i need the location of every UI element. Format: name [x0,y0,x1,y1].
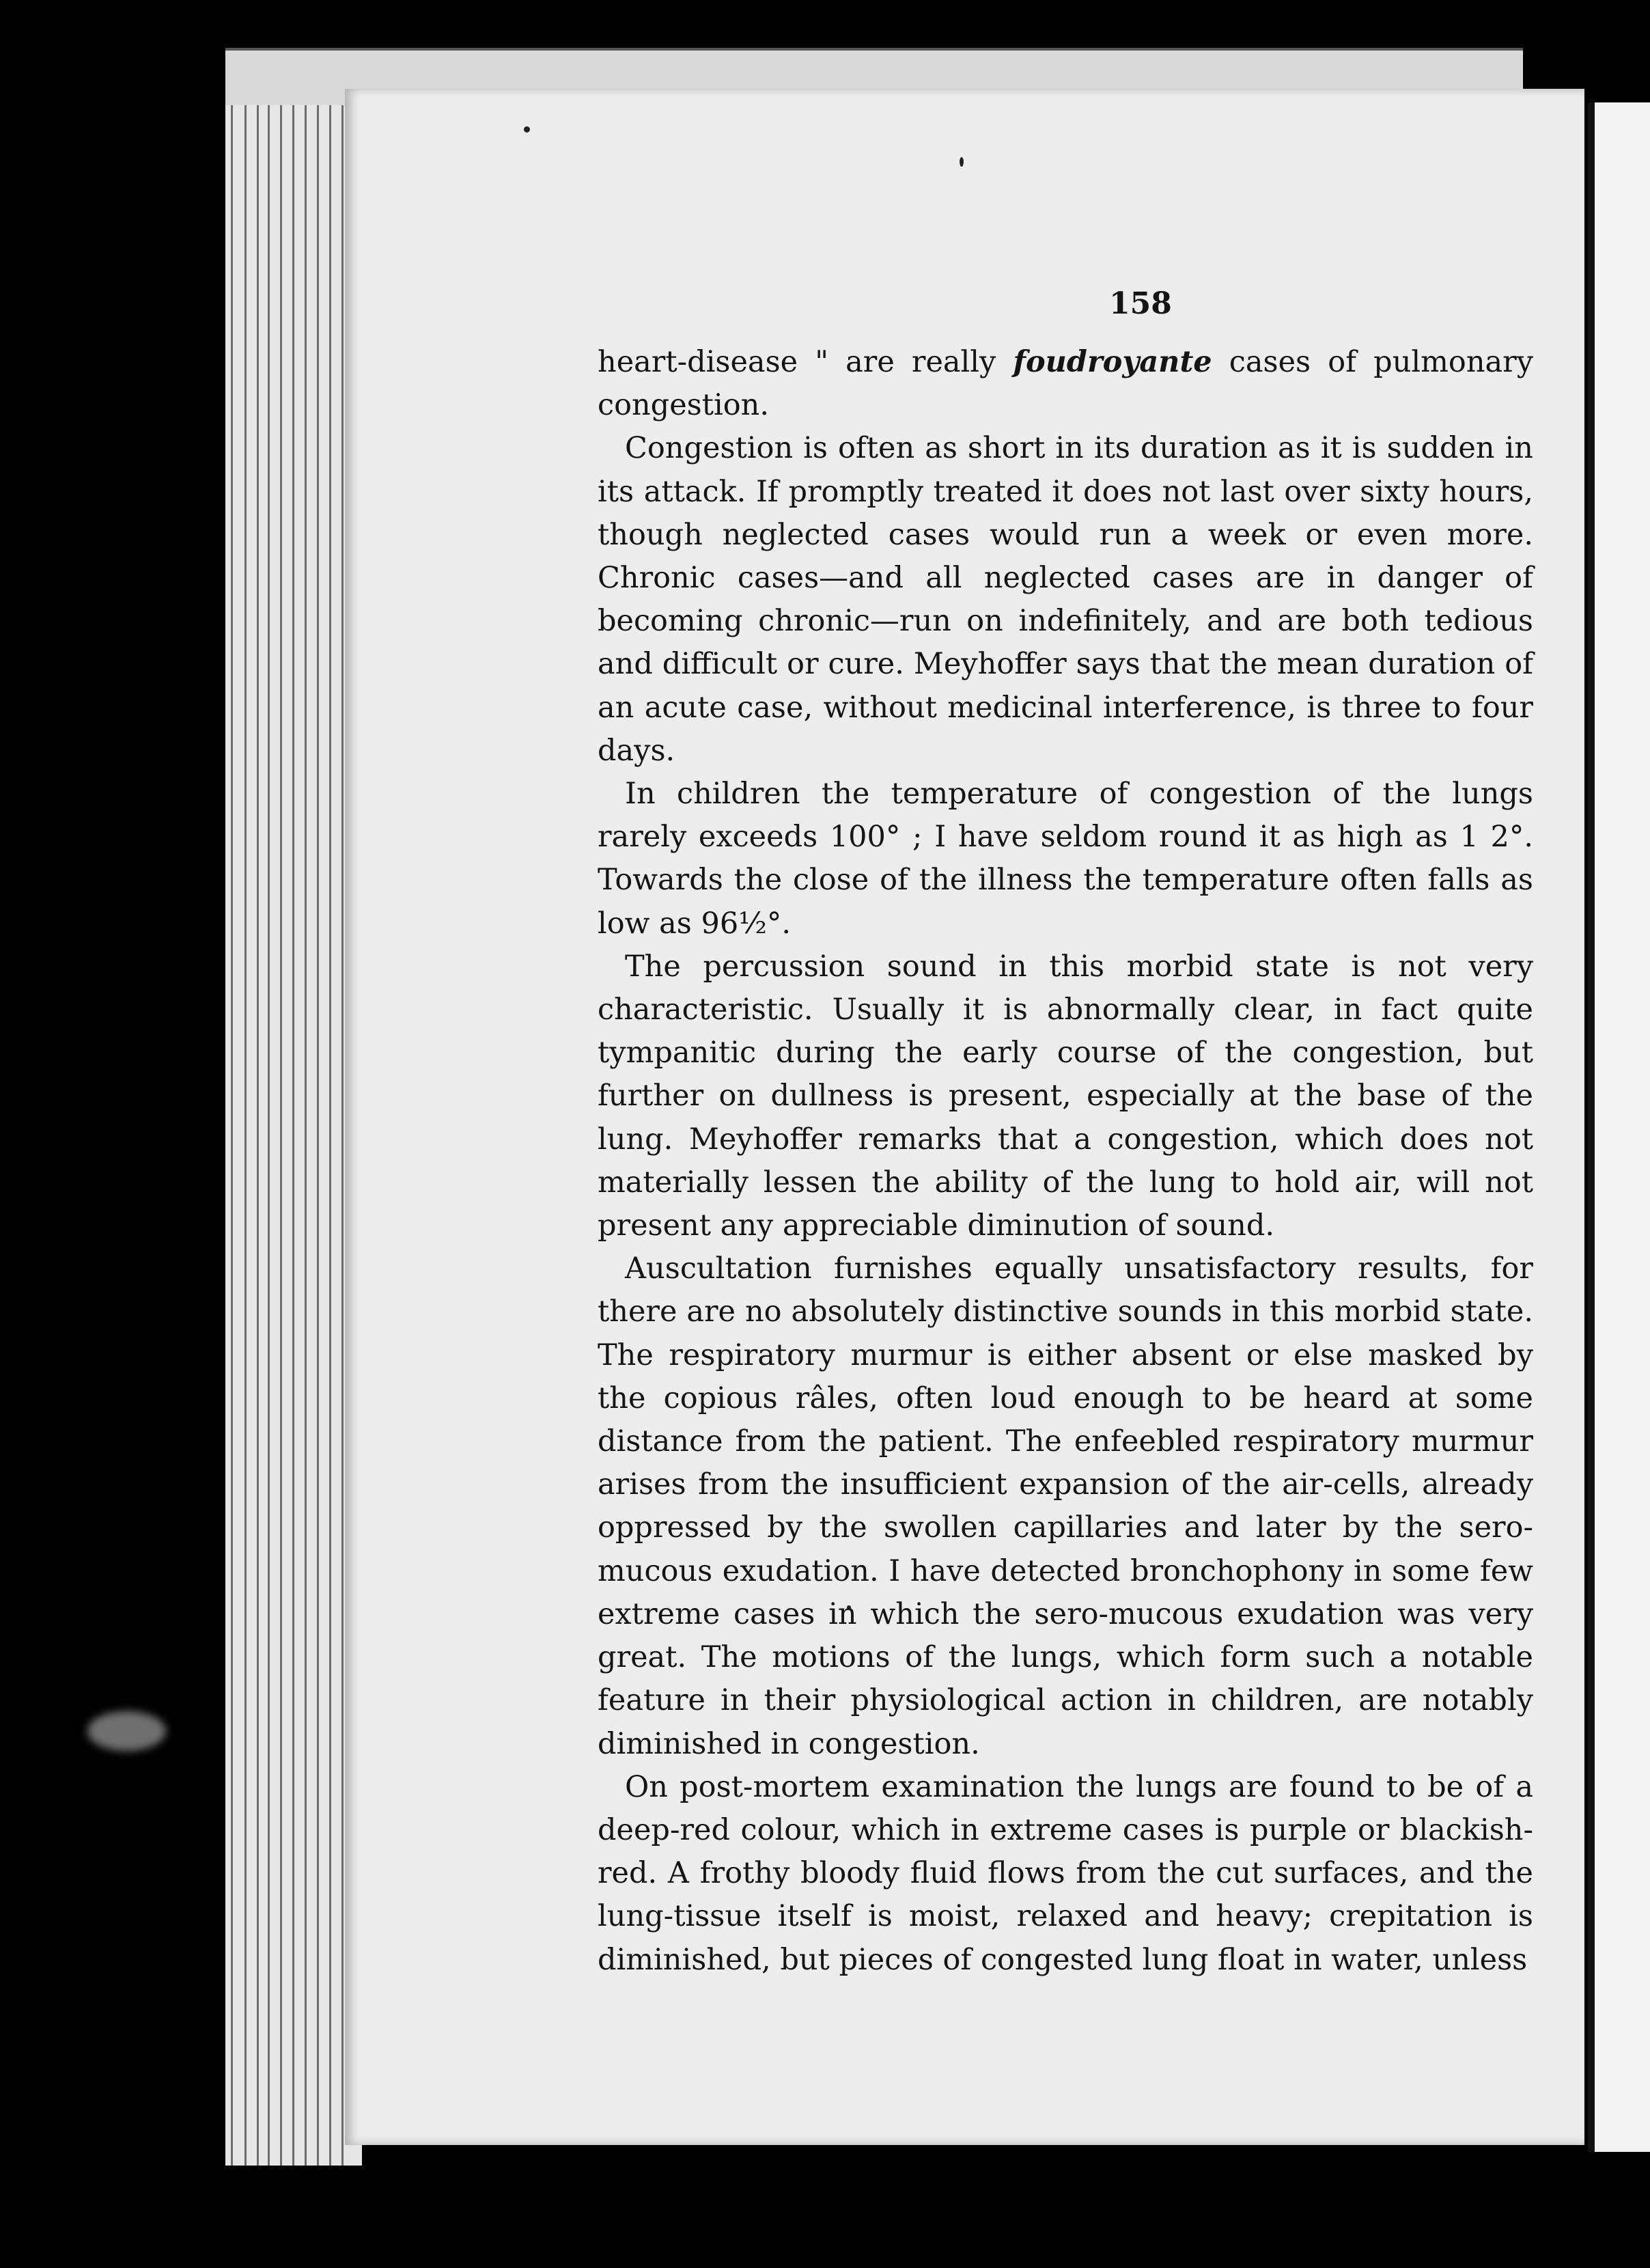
page-edge-line [244,48,247,2166]
page-edge-line [231,48,233,2166]
page-edge-line [317,48,319,2166]
italic-term: foudroyante [1013,345,1212,379]
paragraph-duration: Congestion is often as short in its duration as it is sudden in its attack. If promptly treated it does not last over sixty hours, though neglected cases would run a week or even more. Chronic cases—and all neglected cases are in danger of becoming chronic—run on indefinitely, and are both tedious and difficult or cure. Meyhoffer says that the mean duration of an acute case, without medicinal interference, is three to four days. [598,431,1533,768]
facing-page-edge [1588,102,1650,2152]
page-edge-line [257,48,259,2166]
page-edge-line [305,48,307,2166]
page-edge-line [341,48,344,2166]
scan-smudge [87,1711,166,1751]
speck [960,157,964,167]
paragraph-post-mortem: On post-mortem examination the lungs are found to be of a deep-red colour, which in extreme cases is purple or blackish-red. A frothy bloody fluid flows from the cut surfaces, and the lung-tissue itself is moist, relaxed and heavy; crepitation is diminished, but pieces of congested lung float in water, unless [598,1769,1533,1977]
page-edge-line [292,48,294,2166]
stacked-page-edges [225,48,362,2166]
paragraph-continuation [598,341,1533,427]
paragraph-temperature: In children the temperature of congestion of the lungs rarely exceeds 100° ; I have seldom round it as high as 1 2°. Towards the close of the illness the temperature often falls as low as 96½°. [598,777,1533,941]
paragraph-auscultation: Auscultation furnishes equally unsatisfactory results, for there are no absolutely distinctive sounds in this morbid state. The respiratory murmur is either absent or else masked by the copious râles, often loud enough to be heard at some distance from the patient. The enfeebled respiratory murmur arises from the insufficient expansion of the air-cells, already oppressed by the swollen capillaries and later by the sero-mucous exudation. I have detected bronchophony in some few extreme cases in which the sero-mucous exudation was very great. The motions of the lungs, which form such a notable feature in their physiological action in children, are notably diminished in congestion. [598,1251,1533,1761]
page-text-block [598,284,1533,1982]
page-edge-line [280,48,282,2166]
paragraph-rest: cases of pulmonary congestion. [598,345,1533,423]
paragraph-percussion: The percussion sound in this morbid state is not very characteristic. Usually it is abnormally clear, in fact quite tympanitic during the early course of the congestion, but further on dullness is present, especially at the base of the lung. Meyhoffer remarks that a congestion, which does not materially lessen the ability of the lung to hold air, will not present any appreciable diminution of sound. [598,949,1533,1243]
speck [524,126,530,133]
paragraph-lead: heart-disease " are really [598,345,1013,379]
page-number: 158 [1109,286,1172,321]
page-edge-line [268,48,270,2166]
page-edge-line [329,48,331,2166]
